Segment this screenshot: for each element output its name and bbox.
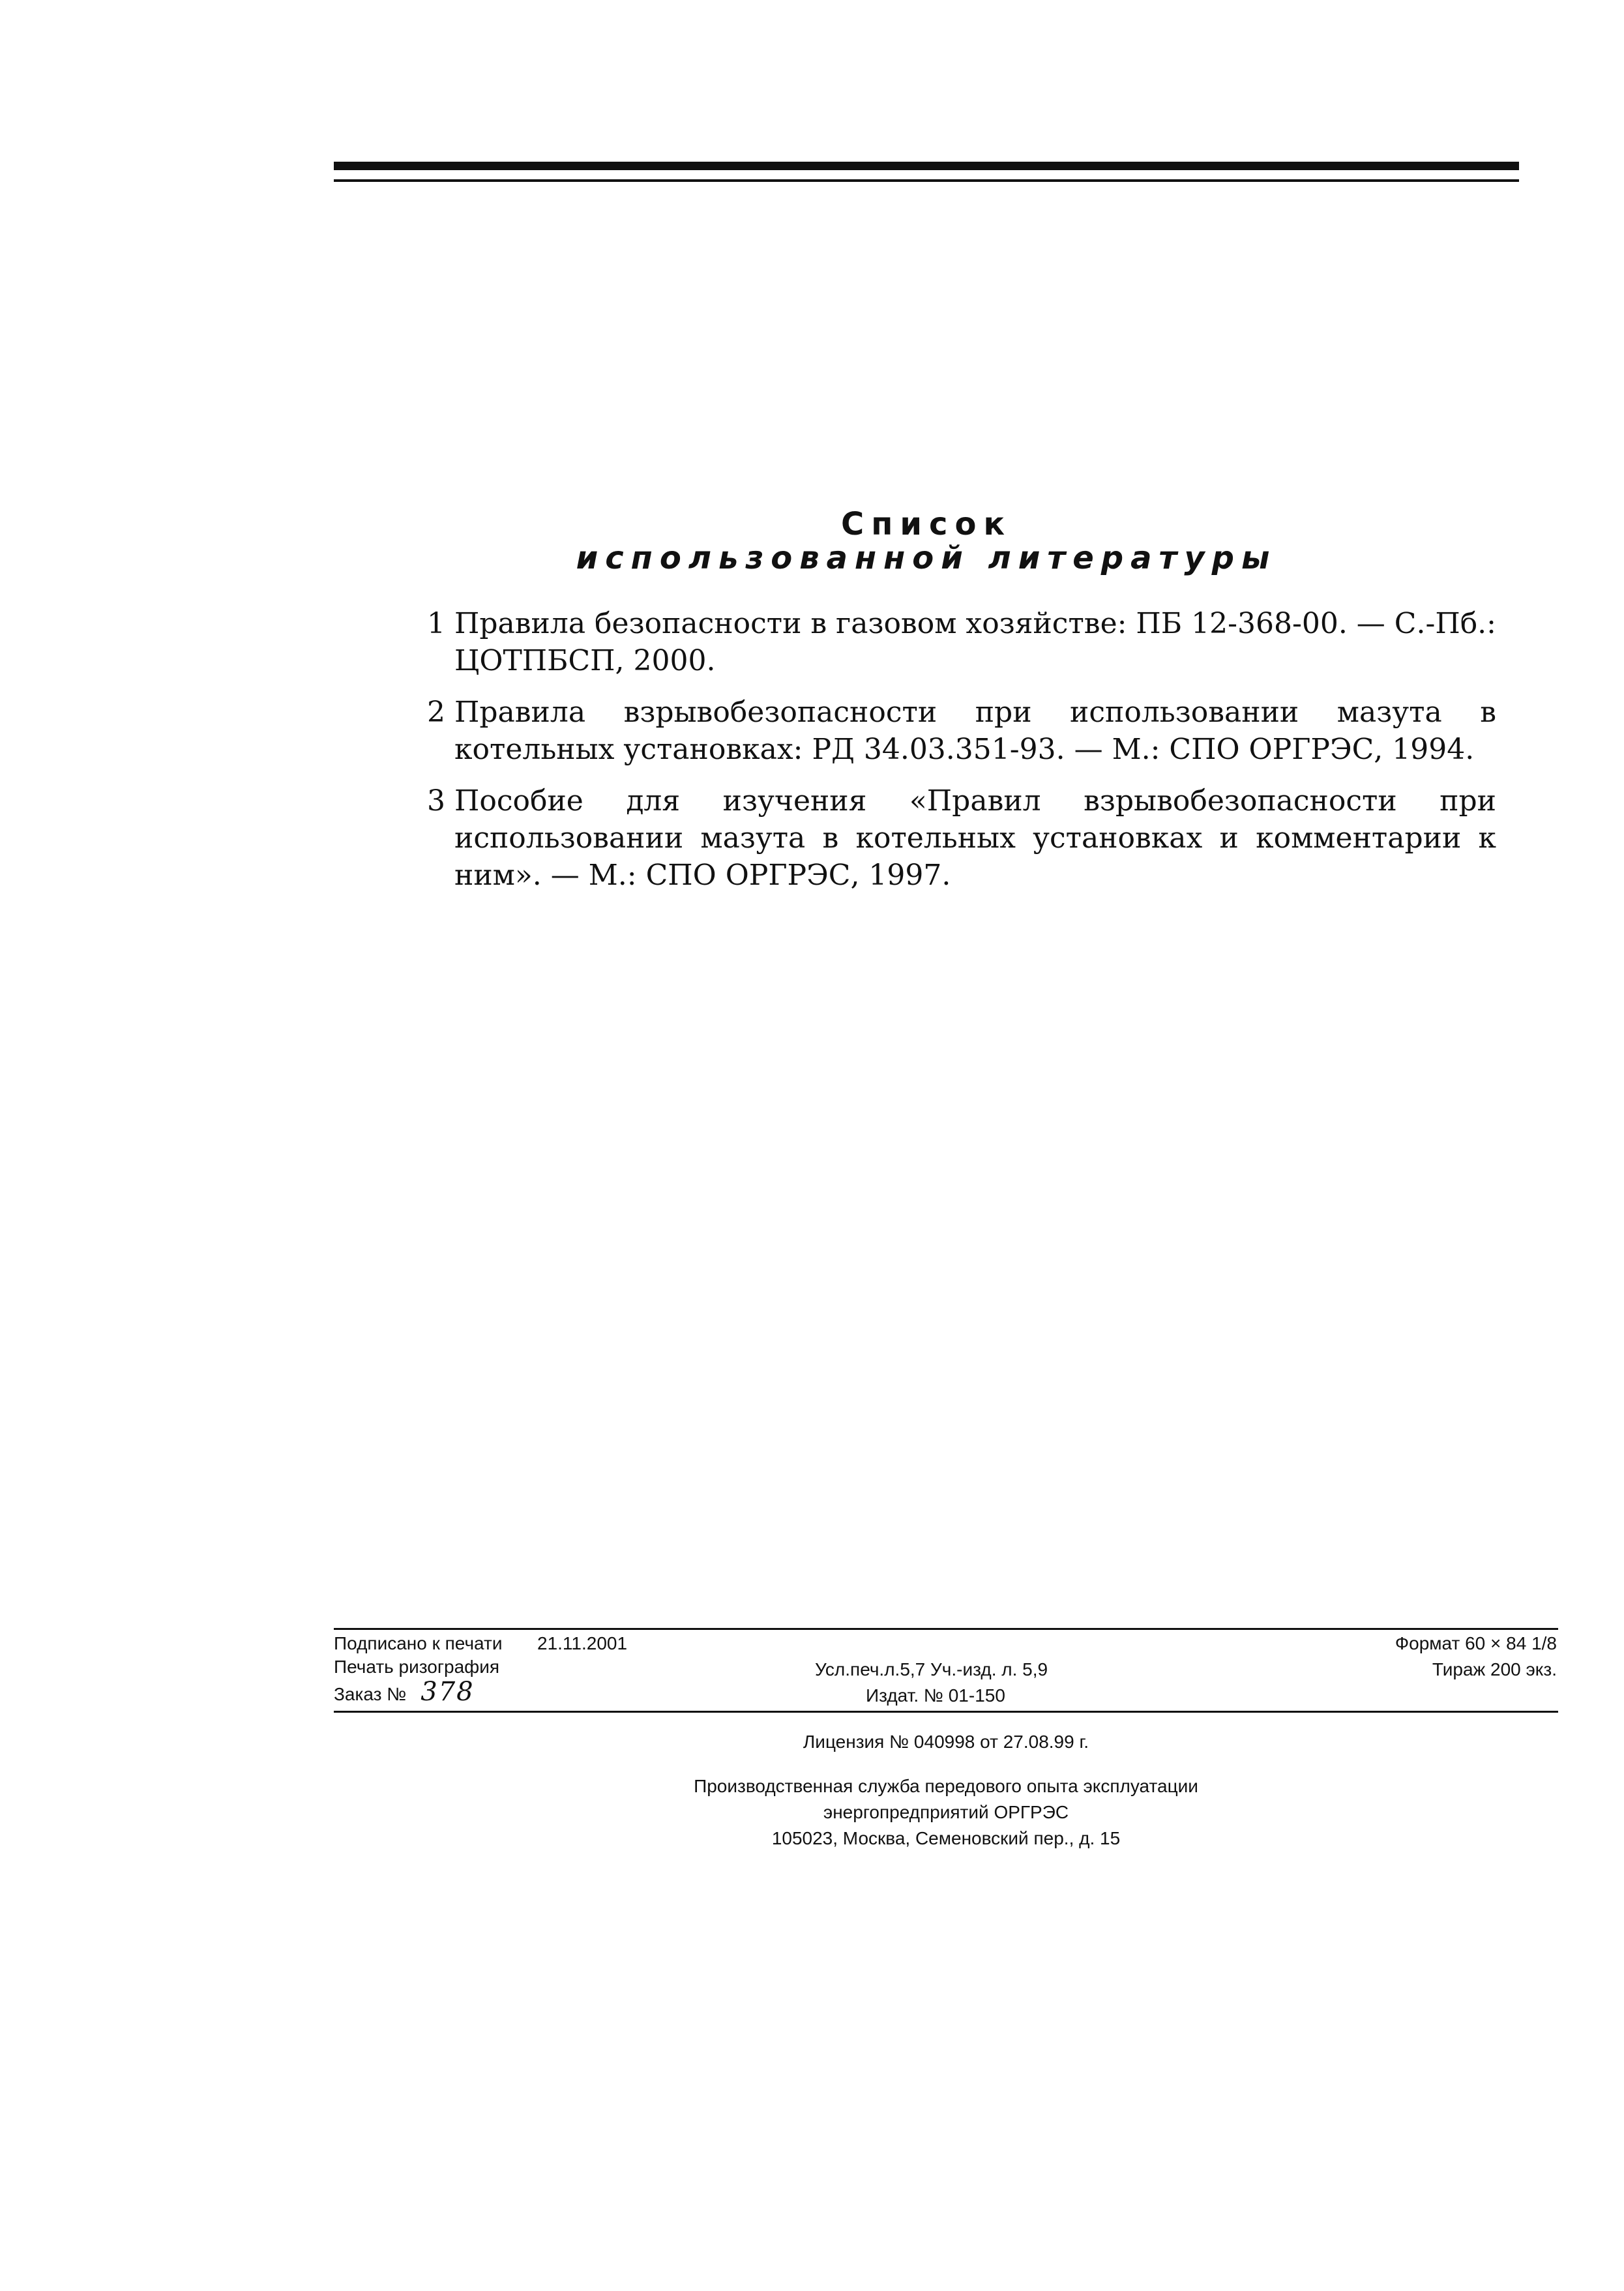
print-method: Печать ризография	[334, 1657, 500, 1677]
organization-line-1: Производственная служба передового опыта эксплуатации	[694, 1776, 1198, 1796]
signed-label: Подписано к печати	[334, 1633, 503, 1653]
imprint-rule-top	[334, 1628, 1558, 1630]
order-label: Заказ №	[334, 1684, 407, 1704]
page-subtitle: использованной литературы	[576, 540, 1277, 576]
publisher-number: Издат. № 01-150	[866, 1685, 1005, 1706]
reference-text: Правила взрывобезопасности при использовании мазута в котельных установках: РД 34.03.351-93. — М.: СПО ОРГРЭС, 1994.	[454, 696, 1496, 766]
reference-number: 2	[427, 696, 445, 729]
reference-number: 1	[427, 607, 445, 640]
page-title: Список	[840, 506, 1012, 542]
reference-item	[427, 782, 1496, 894]
circulation: Тираж 200 экз.	[1432, 1659, 1557, 1679]
format-info: Формат 60 × 84 1/8	[1395, 1633, 1557, 1653]
top-rule-thin	[334, 179, 1519, 182]
imprint-rule-bottom	[334, 1711, 1558, 1713]
reference-item	[427, 605, 1496, 679]
references-list	[427, 605, 1496, 908]
reference-number: 3	[427, 784, 445, 818]
order-number: 378	[421, 1677, 475, 1707]
reference-text: Пособие для изучения «Правил взрывобезопасности при использовании мазута в котельных установках и комментарии к ним». — М.: СПО ОРГРЭС, 1997.	[454, 784, 1496, 892]
signed-date: 21.11.2001	[537, 1633, 628, 1653]
reference-item	[427, 694, 1496, 768]
reference-text: Правила безопасности в газовом хозяйстве: ПБ 12-368-00. — С.-Пб.: ЦОТПБСП, 2000.	[454, 607, 1496, 677]
print-sheets: Усл.печ.л.5,7 Уч.-изд. л. 5,9	[815, 1659, 1048, 1679]
top-rule-thick	[334, 162, 1519, 170]
organization-address: 105023, Москва, Семеновский пер., д. 15	[771, 1828, 1121, 1848]
license-line: Лицензия № 040998 от 27.08.99 г.	[803, 1732, 1089, 1752]
organization-line-2: энергопредприятий ОРГРЭС	[823, 1802, 1069, 1822]
order-line	[334, 1677, 475, 1707]
